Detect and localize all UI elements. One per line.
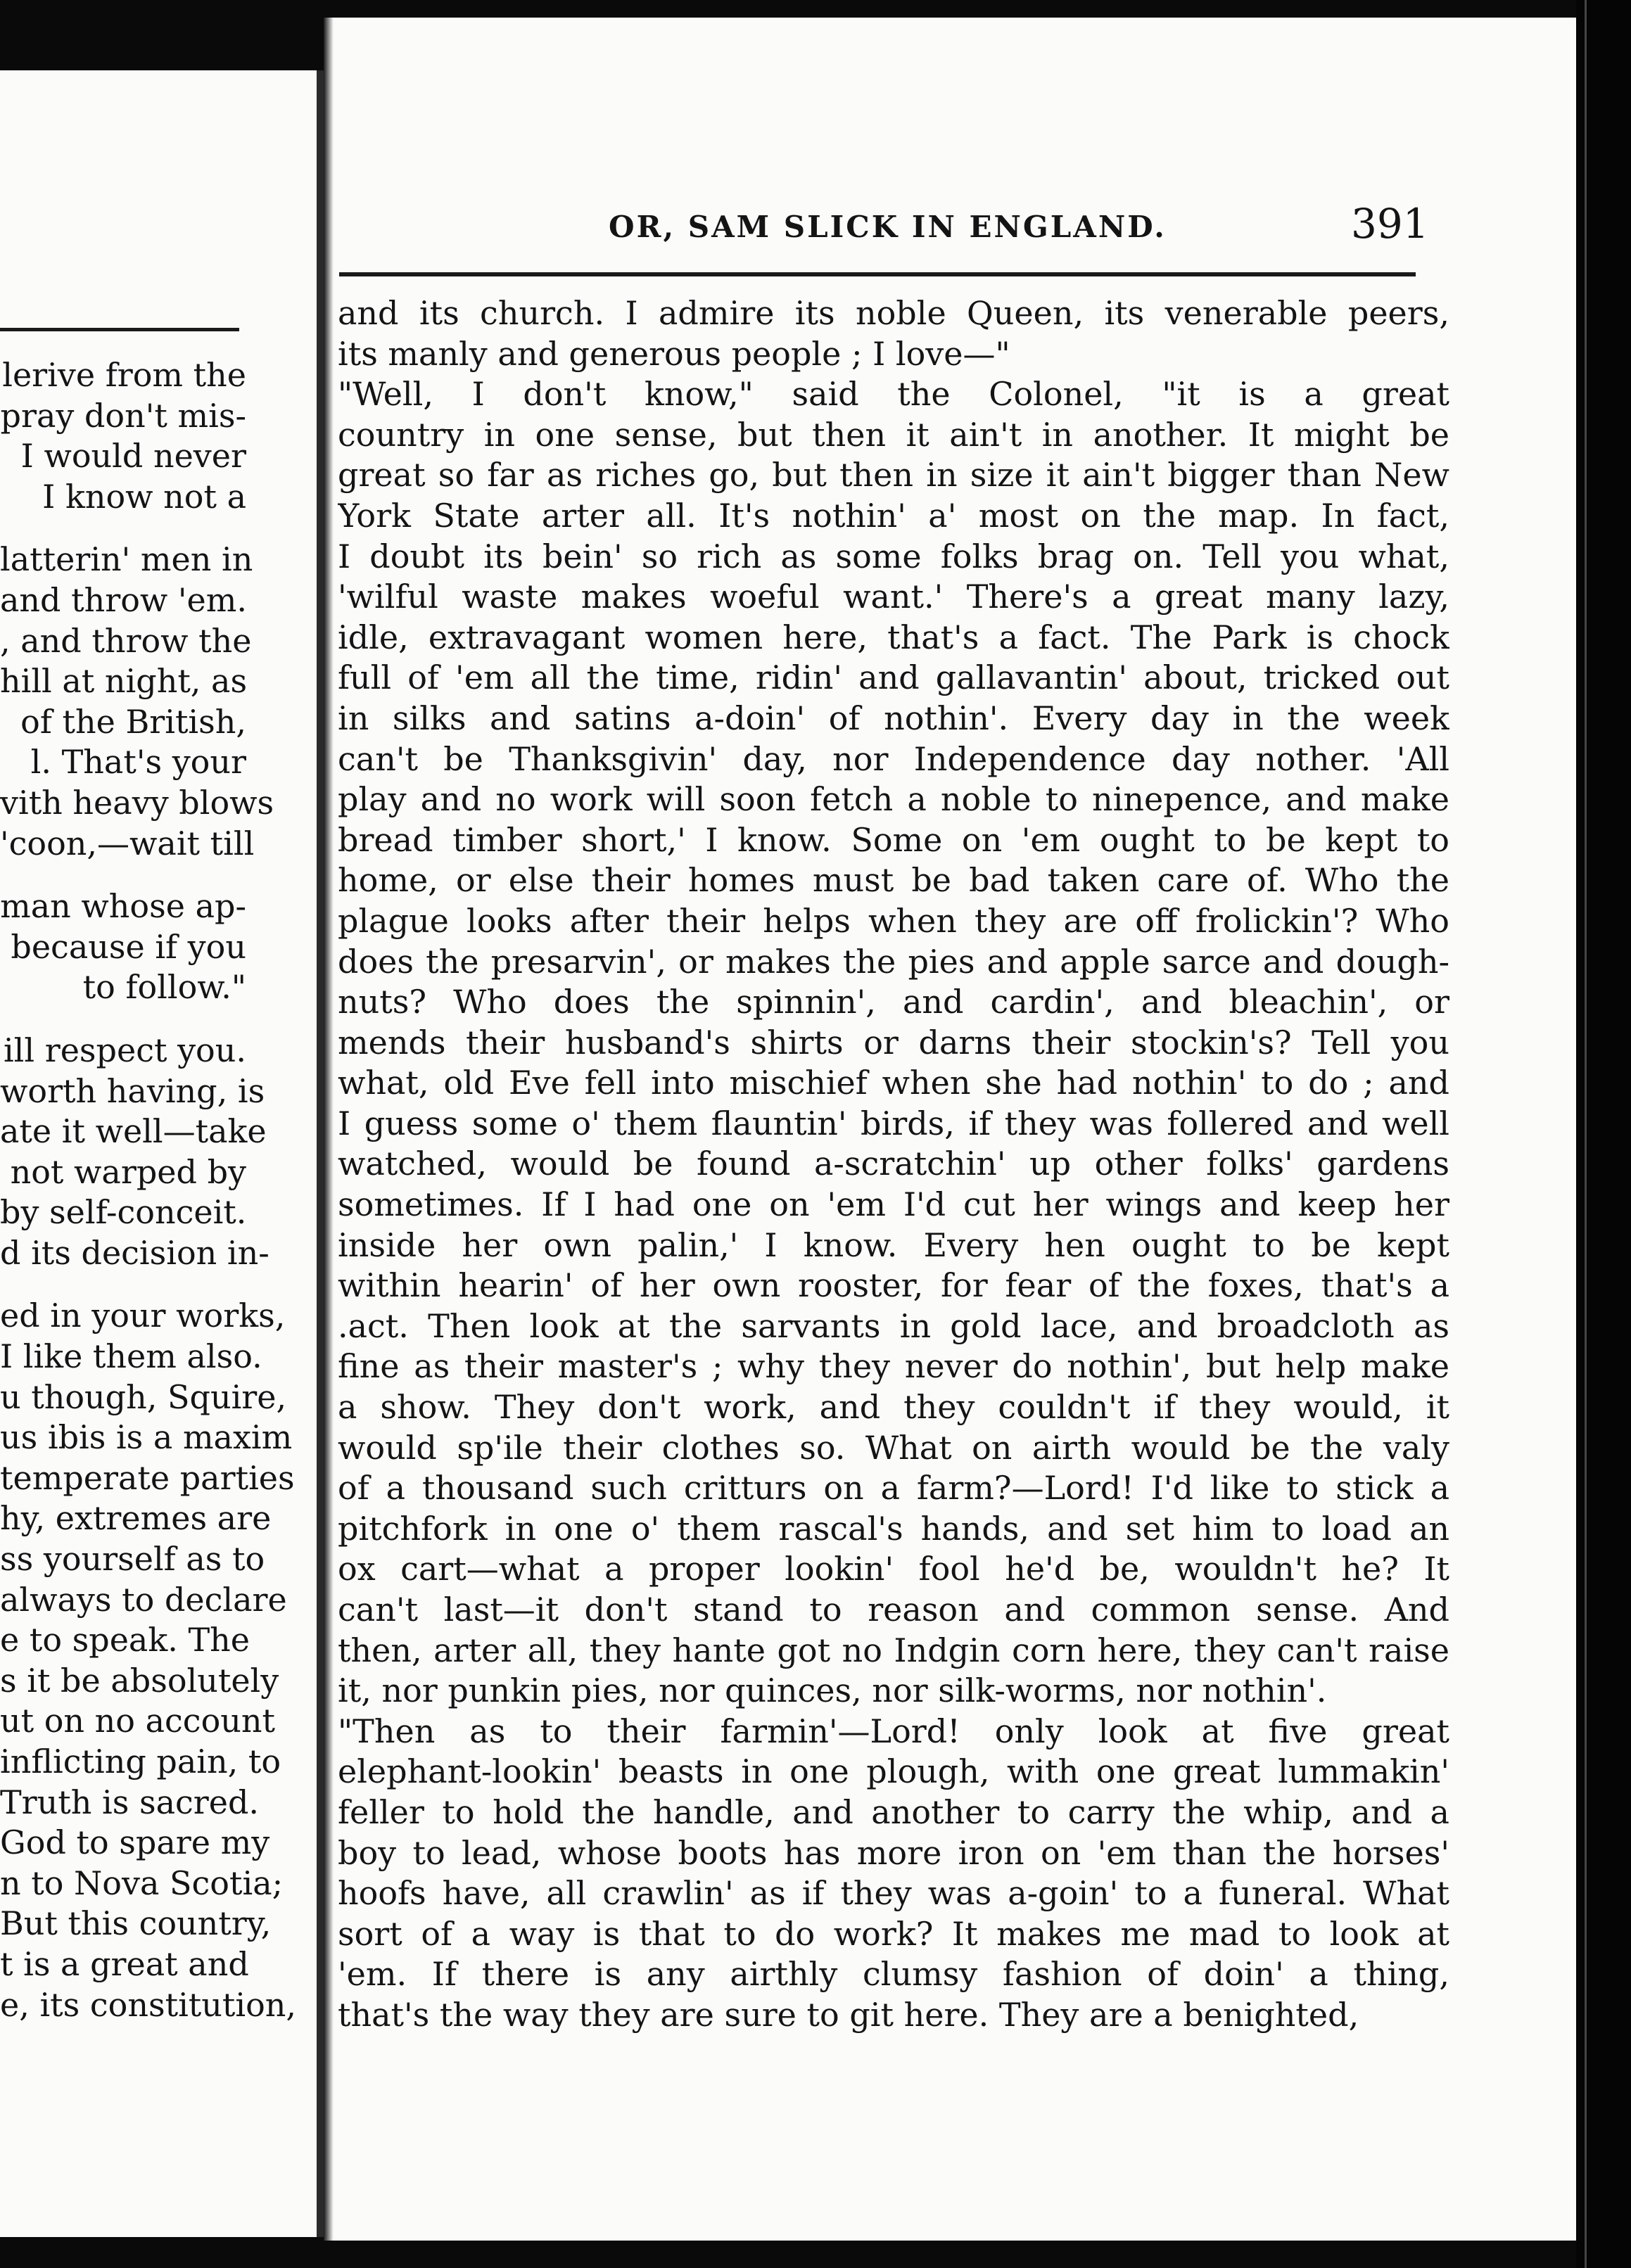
text-line: then, arter all, they hante got no Indgin corn here, they can't raise (338, 1631, 1449, 1669)
text-line: hoofs have, all crawlin' as if they was a-goin' to a funeral. What (338, 1874, 1449, 1913)
facing-page (0, 70, 317, 2237)
facing-page-line: inflicting pain, to (0, 1743, 281, 1780)
text-line: feller to hold the handle, and another to carry the whip, and a (338, 1792, 1449, 1831)
text-line: home, or else their homes must be bad taken care of. Who the (338, 861, 1449, 900)
text-line: "Then as to their farmin'—Lord! only look at five great (338, 1712, 1449, 1750)
facing-page-line: I would never (20, 437, 246, 476)
text-line: that's the way they are sure to git here. They are a benighted, (338, 1995, 1359, 2034)
facing-page-line: u though, Squire, (0, 1377, 287, 1416)
text-line: York State arter all. It's nothin' a' most on the map. In fact, (338, 496, 1449, 535)
text-line: it, nor punkin pies, nor quinces, nor silk-worms, nor nothin'. (338, 1671, 1327, 1710)
facing-page-line: by self-conceit. (0, 1193, 247, 1232)
facing-page-line: 'coon,—wait till (0, 824, 255, 862)
facing-page-line: of the British, (20, 702, 246, 741)
facing-page-line: us ibis is a maxim (0, 1418, 293, 1457)
facing-page-line: d its decision in- (0, 1233, 269, 1272)
text-line: sometimes. If I had one on 'em I'd cut her wings and keep her (338, 1185, 1449, 1224)
facing-page-text (0, 355, 317, 2025)
facing-page-line: lerive from the (2, 356, 246, 394)
text-line: idle, extravagant women here, that's a fact. The Park is chock (338, 618, 1449, 656)
text-line: full of 'em all the time, ridin' and gallavantin' about, tricked out (338, 658, 1449, 697)
text-line: and its church. I admire its noble Queen, its venerable peers, (338, 294, 1449, 332)
text-line: bread timber short,' I know. Some on 'em ought to be kept to (338, 820, 1449, 859)
facing-page-line: Truth is sacred. (0, 1783, 260, 1821)
facing-page-line: t is a great and (0, 1944, 249, 1983)
facing-page-line: God to spare my (0, 1823, 270, 1862)
running-head (331, 197, 1576, 253)
text-line: inside her own palin,' I know. Every hen ought to be kept (338, 1225, 1449, 1264)
facing-page-line: n to Nova Scotia; (0, 1864, 284, 1902)
text-line: in silks and satins a-doin' of nothin'. Every day in the week (338, 699, 1449, 737)
facing-page-line: hy, extremes are (0, 1499, 272, 1538)
text-line: its manly and generous people ; I love—" (338, 334, 1010, 373)
book-gutter (317, 70, 324, 2237)
running-title: OR, SAM SLICK IN ENGLAND. (609, 210, 1167, 244)
text-line: I doubt its bein' so rich as some folks brag on. Tell you what, (338, 537, 1449, 575)
facing-page-line: ss yourself as to (0, 1540, 265, 1579)
facing-page-line: ed in your works, (0, 1297, 286, 1335)
facing-page-line: ut on no account (0, 1702, 275, 1740)
facing-page-line: because if you (11, 927, 246, 966)
text-line: fine as their master's ; why they never do nothin', but help make (338, 1347, 1449, 1386)
facing-page-line: I know not a (42, 477, 246, 516)
text-line: can't be Thanksgivin' day, nor Independence day nother. 'All (338, 739, 1449, 778)
facing-page-line: e to speak. The (0, 1621, 250, 1659)
text-line: "Well, I don't know," said the Colonel, "it is a great (338, 375, 1449, 414)
text-line: would sp'ile their clothes so. What on airth would be the valy (338, 1428, 1449, 1467)
text-line: great so far as riches go, but then in size it ain't bigger than New (338, 456, 1449, 495)
facing-page-line (0, 864, 317, 886)
text-line: I guess some o' them flauntin' birds, if they was follered and well (338, 1104, 1449, 1142)
facing-page-line: always to declare (0, 1580, 287, 1619)
text-line: can't last—it don't stand to reason and common sense. And (338, 1591, 1449, 1629)
page-edge-line (1585, 0, 1587, 2268)
facing-page-line: I like them also. (0, 1337, 262, 1376)
facing-page-line (0, 1273, 317, 1296)
text-line: elephant-lookin' beasts in one plough, with one great lummakin' (338, 1752, 1449, 1791)
text-line: 'em. If there is any airthly clumsy fashion of doin' a thing, (338, 1955, 1449, 1994)
text-line: mends their husband's shirts or darns their stockin's? Tell you (338, 1023, 1449, 1062)
text-line: within hearin' of her own rooster, for fear of the foxes, that's a (338, 1266, 1449, 1305)
facing-page-line: man whose ap- (0, 887, 246, 926)
facing-page-line: not warped by (10, 1152, 246, 1191)
text-line: a show. They don't work, and they couldn't if they would, it (338, 1388, 1449, 1427)
facing-page-line: latterin' men in (0, 540, 253, 579)
facing-page-line: , and throw the (0, 621, 252, 660)
text-line: .act. Then look at the sarvants in gold lace, and broadcloth as (338, 1306, 1449, 1345)
facing-page-line: worth having, is (0, 1071, 265, 1110)
page (324, 18, 1576, 2241)
facing-page-line (0, 517, 317, 540)
facing-page-line: vith heavy blows (0, 783, 274, 822)
text-line: 'wilful waste makes woeful want.' There's a great many lazy, (338, 578, 1449, 616)
facing-page-rule (0, 328, 239, 331)
text-line: country in one sense, but then it ain't in another. It might be (338, 415, 1449, 454)
text-line: does the presarvin', or makes the pies and apple sarce and dough- (338, 942, 1449, 981)
facing-page-line: But this country, (0, 1904, 272, 1943)
facing-page-line: e, its constitution, (0, 1985, 297, 2024)
text-line: watched, would be found a-scratchin' up other folks' gardens (338, 1145, 1449, 1183)
facing-page-line: ate it well—take (0, 1112, 267, 1151)
facing-page-line: and throw 'em. (0, 580, 248, 619)
facing-page-line: ill respect you. (3, 1031, 246, 1069)
body-text (338, 293, 1449, 2036)
text-line: play and no work will soon fetch a noble to ninepence, and make (338, 780, 1449, 819)
text-line: of a thousand such critturs on a farm?—Lord! I'd like to stick a (338, 1469, 1449, 1508)
text-line: sort of a way is that to do work? It makes me mad to look at (338, 1914, 1449, 1953)
facing-page-line: s it be absolutely (0, 1661, 279, 1700)
facing-page-line: pray don't mis- (0, 396, 246, 435)
page-number: 391 (1351, 200, 1429, 248)
text-line: what, old Eve fell into mischief when she had nothin' to do ; and (338, 1064, 1449, 1102)
text-line: plague looks after their helps when they are off frolickin'? Who (338, 901, 1449, 940)
text-line: ox cart—what a proper lookin' fool he'd be, wouldn't he? It (338, 1550, 1449, 1588)
facing-page-line: temperate parties (0, 1458, 295, 1497)
facing-page-line: l. That's your (30, 743, 246, 782)
text-line: boy to lead, whose boots has more iron on 'em than the horses' (338, 1833, 1449, 1872)
facing-page-line: hill at night, as (0, 662, 248, 701)
text-line: pitchfork in one o' them rascal's hands, and set him to load an (338, 1509, 1449, 1548)
facing-page-line (0, 1008, 317, 1031)
text-line: nuts? Who does the spinnin', and cardin', and bleachin', or (338, 983, 1449, 1021)
header-rule (339, 272, 1416, 276)
facing-page-line: to follow." (82, 968, 246, 1007)
